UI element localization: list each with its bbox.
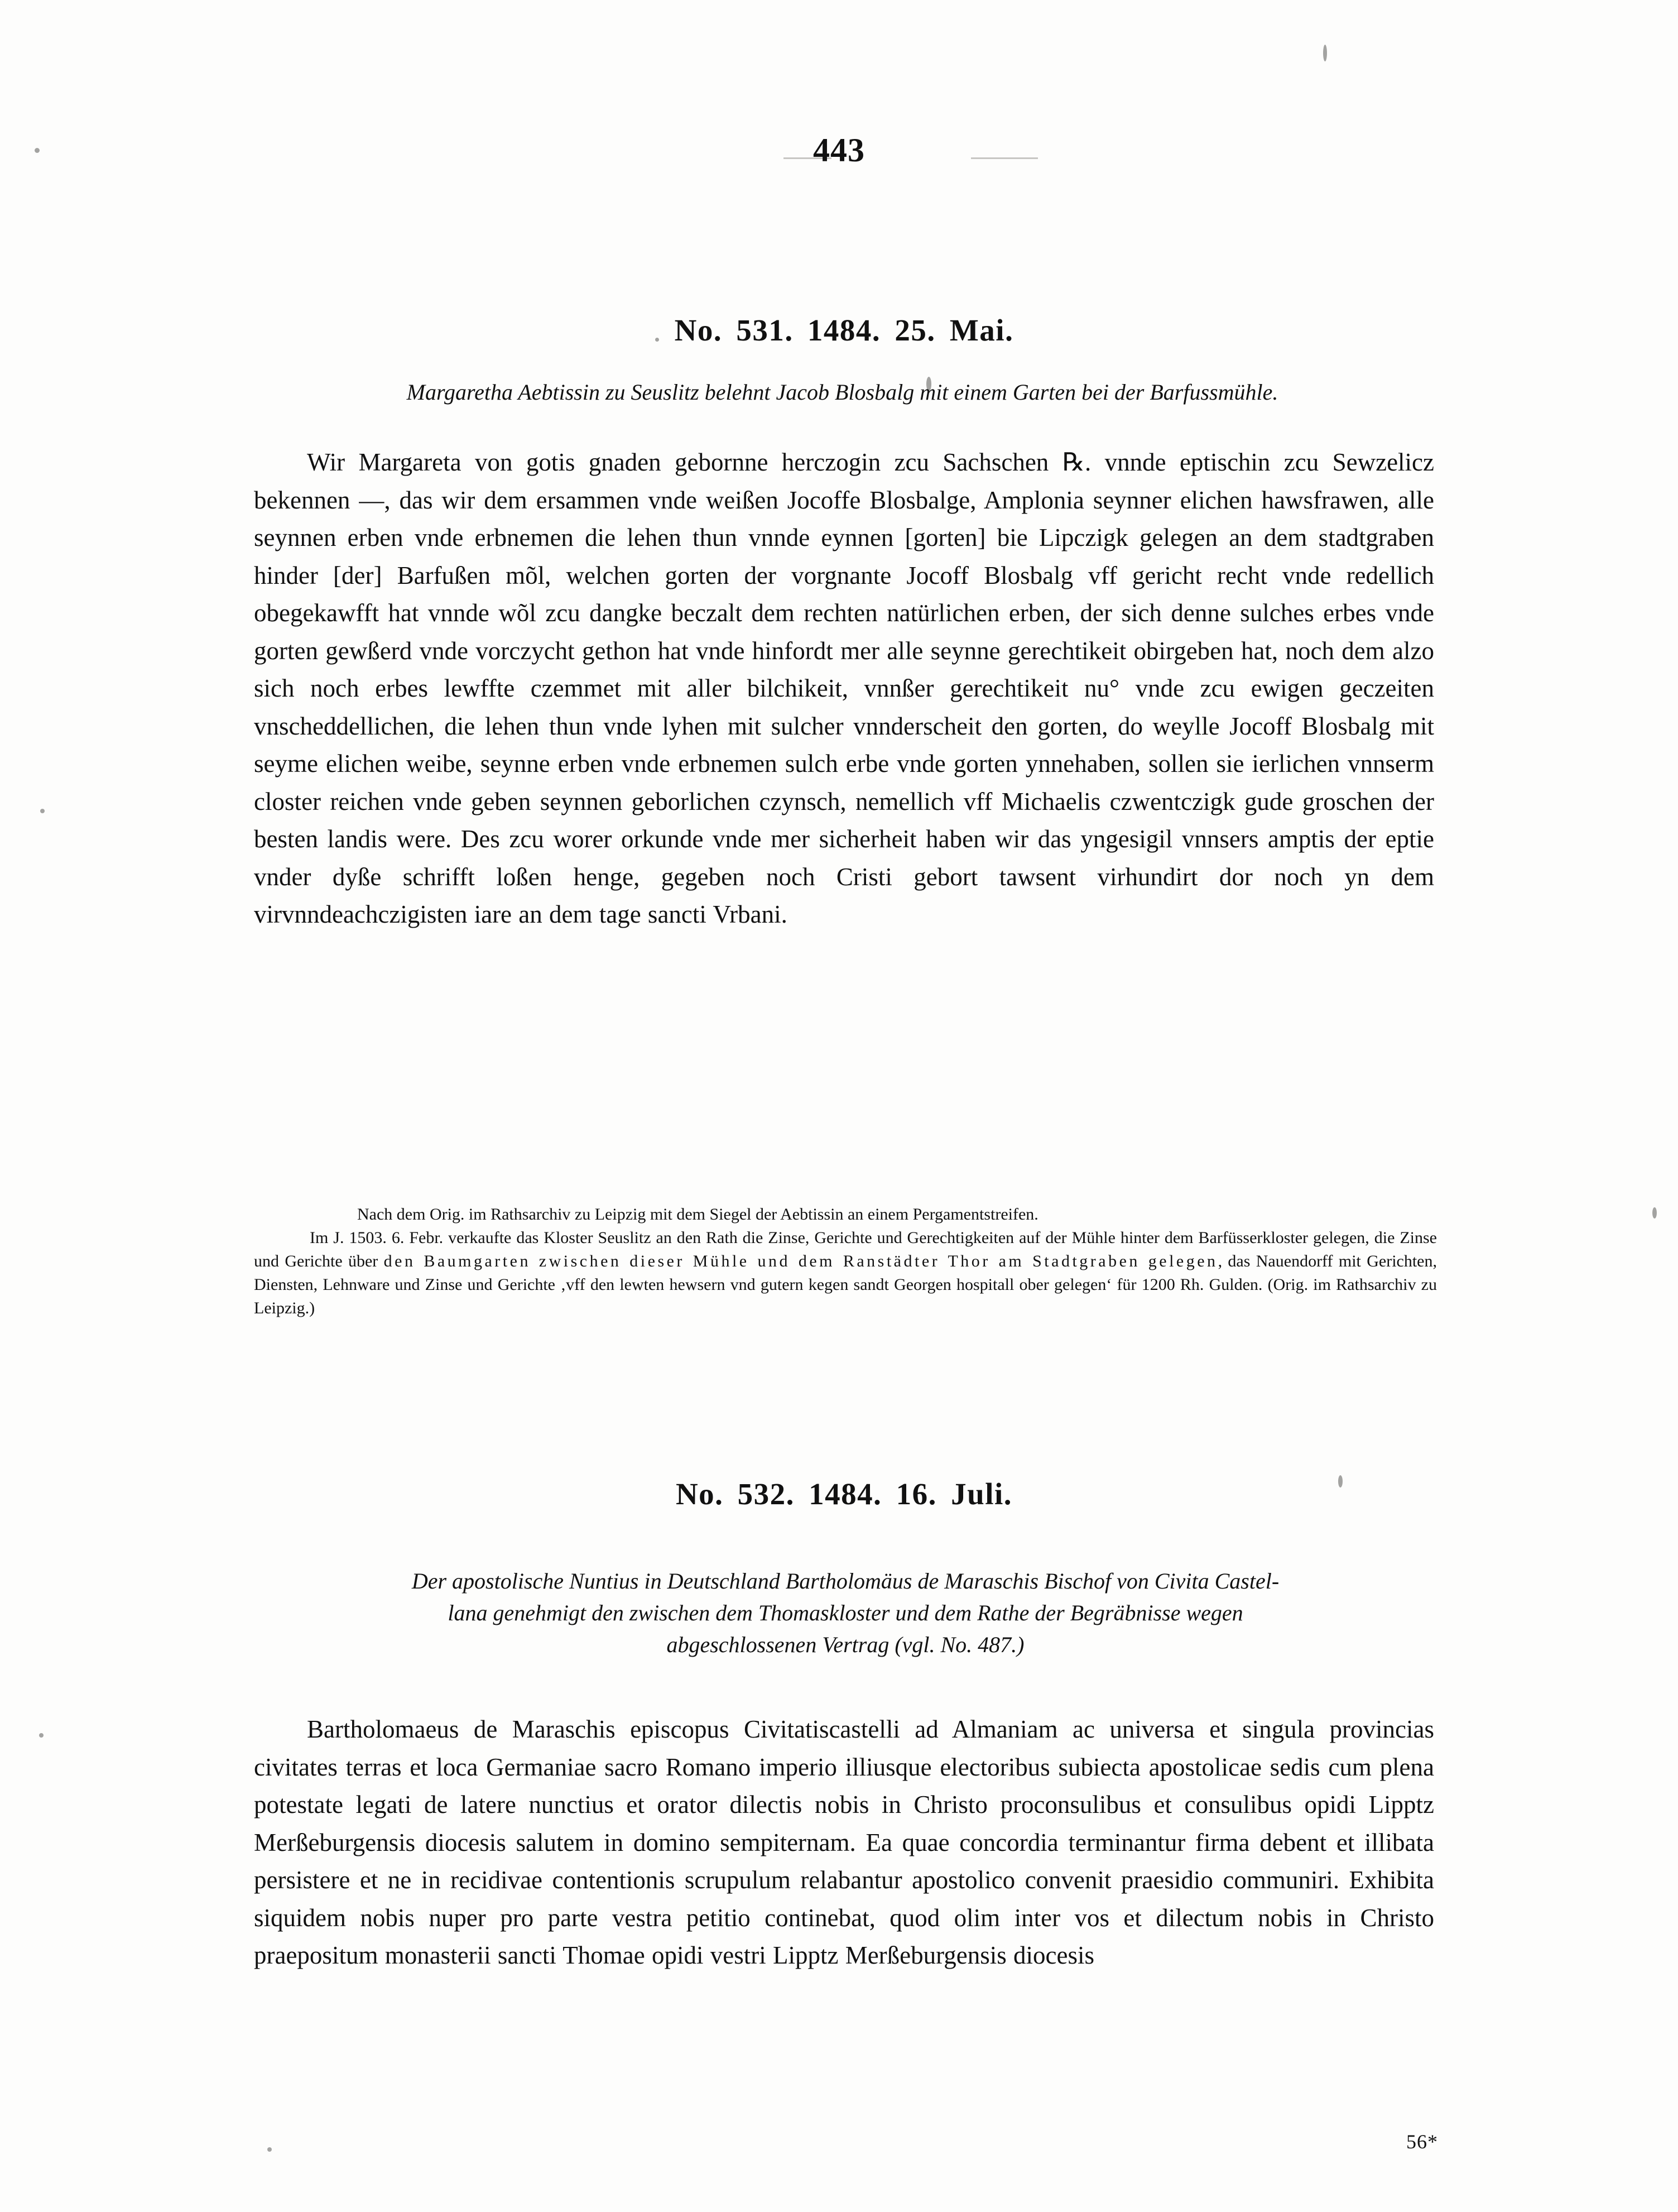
note-sale-record [254, 1226, 1437, 1320]
note-sale-part-a: Im J. 1503. 6. Febr. verkaufte das Kloster Seuslitz an den Rath die Zinse, Gerichte und Gerechtigkeiten auf der Mühle hinter dem Barfüsserkloster gelegen, die Zinse und Gerichte über [254, 1229, 1437, 1270]
entry-532-body-block [254, 1711, 1434, 1975]
entry-532-regest-line-2: lana genehmigt den zwischen dem Thomaskloster und dem Rathe der Begräbnisse wegen [448, 1600, 1243, 1625]
entry-531-body-block [254, 444, 1434, 934]
note-sale-part-b: , das Nauendorff mit Gerichten, Diensten, Lehnware und Zinse und Gerichte ‚vff den lewten hewsern vnd gutern kegen sandt Georgen hospitall ober gelegen‘ für 1200 Rh. Gulden. (Orig. im Rathsarchiv zu Leipzig.) [254, 1252, 1437, 1317]
scan-artifact [1652, 1207, 1657, 1218]
entry-531-notes [254, 1203, 1437, 1320]
scan-artifact [39, 1733, 44, 1738]
scan-artifact [40, 809, 45, 813]
scan-artifact [267, 2147, 272, 2152]
scan-artifact [1323, 45, 1327, 61]
signature-mark: 56* [1406, 2131, 1438, 2153]
entry-532 [254, 1476, 1434, 1512]
note-sale-emphasis: den Baumgarten zwischen dieser Mühle und dem Ranstädter Thor am Stadtgraben gelegen [383, 1252, 1218, 1270]
entry-531-body: Wir Margareta von gotis gnaden gebornne herczogin zcu Sachschen ℞. vnnde eptischin zcu Sewzelicz bekennen —, das wir dem ersammen vnde weißen Jocoffe Blosbalge, Amplonia seynner elichen hawsfrawen, alle seynnen erben vnde erbnemen die lehen thun vnnde eynnen [gorten] bie Lipczigk gelegen an dem stadtgraben hinder [der] Barfußen mõl, welchen gorten der vorgnante Jocoff Blosbalg vff gericht recht vnde redellich obegekawfft hat vnnde wõl zcu dangke beczalt dem rechten natürlichen erben, der sich denne sulches erbes vnde gorten gewßerd vnde vorczycht gethon hat vnde hinfordt mer alle seynne gerechtikeit obirgeben hat, noch dem alzo sich noch erbes lewffte czemmet mit aller bilchikeit, vnnßer gerechtikeit nu° vnde zcu ewigen geczeiten vnscheddellichen, die lehen thun vnde lyhen mit sulcher vnnderscheit den gorten, do weylle Jocoff Blosbalg mit seyme elichen weibe, seynne erben vnde erbnemen sulch erbe vnde gorten ynnehaben, sollen sie ierlichen vnnserm closter reichen vnde geben seynnen geborlichen czynsch, nemellich vff Michaelis czwentczigk gude groschen der besten landis were. Des zcu worer orkunde vnde mer sicherheit haben wir das yngesigil vnnsers amptis der eptie vnder dyße schrifft loßen henge, gegeben noch Cristi gebort tawsent virhundirt dor noch yn dem virvnndeachczigisten iare an dem tage sancti Vrbani. [254, 448, 1434, 928]
entry-531-regest-block [254, 377, 1434, 409]
entry-531-heading: No. 531. 1484. 25. Mai. [674, 313, 1014, 347]
entry-531 [254, 313, 1434, 348]
entry-531-regest: Margaretha Aebtissin zu Seuslitz belehnt Jacob Blosbalg mit einem Garten bei der Barfussmühle. [406, 380, 1278, 405]
entry-532-body: Bartholomaeus de Maraschis episcopus Civitatiscastelli ad Almaniam ac universa et singula provincias civitates terras et loca Germaniae sacro Romano imperio illiusque electoribus subiecta apostolicae sedis cum plena potestate legati de latere nunctius et orator dilectis nobis in Christo proconsulibus et consulibus opidi Lipptz Merßeburgensis diocesis salutem in domino sempiternam. Ea quae concordia terminantur firma debent et illibata persistere et ne in recidivae contentionis scrupulum relabantur apostolico convenit praesidio communiri. Exhibita siquidem nobis nuper pro parte vestra petitio continebat, quod olim inter vos et dilectum nobis in Christo praepositum monasterii sancti Thomae opidi vestri Lipptz Merßeburgensis diocesis [254, 1715, 1434, 1969]
page-number: 443 [813, 132, 865, 169]
entry-532-regest-line-3: abgeschlossenen Vertrag (vgl. No. 487.) [666, 1632, 1025, 1657]
entry-532-heading: No. 532. 1484. 16. Juli. [675, 1477, 1013, 1511]
entry-532-regest-block [234, 1566, 1456, 1661]
entry-532-regest-line-1: Der apostolische Nuntius in Deutschland Bartholomäus de Maraschis Bischof von Civita Castel- [411, 1568, 1280, 1594]
note-provenance: Nach dem Orig. im Rathsarchiv zu Leipzig mit dem Siegel der Aebtissin an einem Pergamentstreifen. [357, 1205, 1038, 1223]
